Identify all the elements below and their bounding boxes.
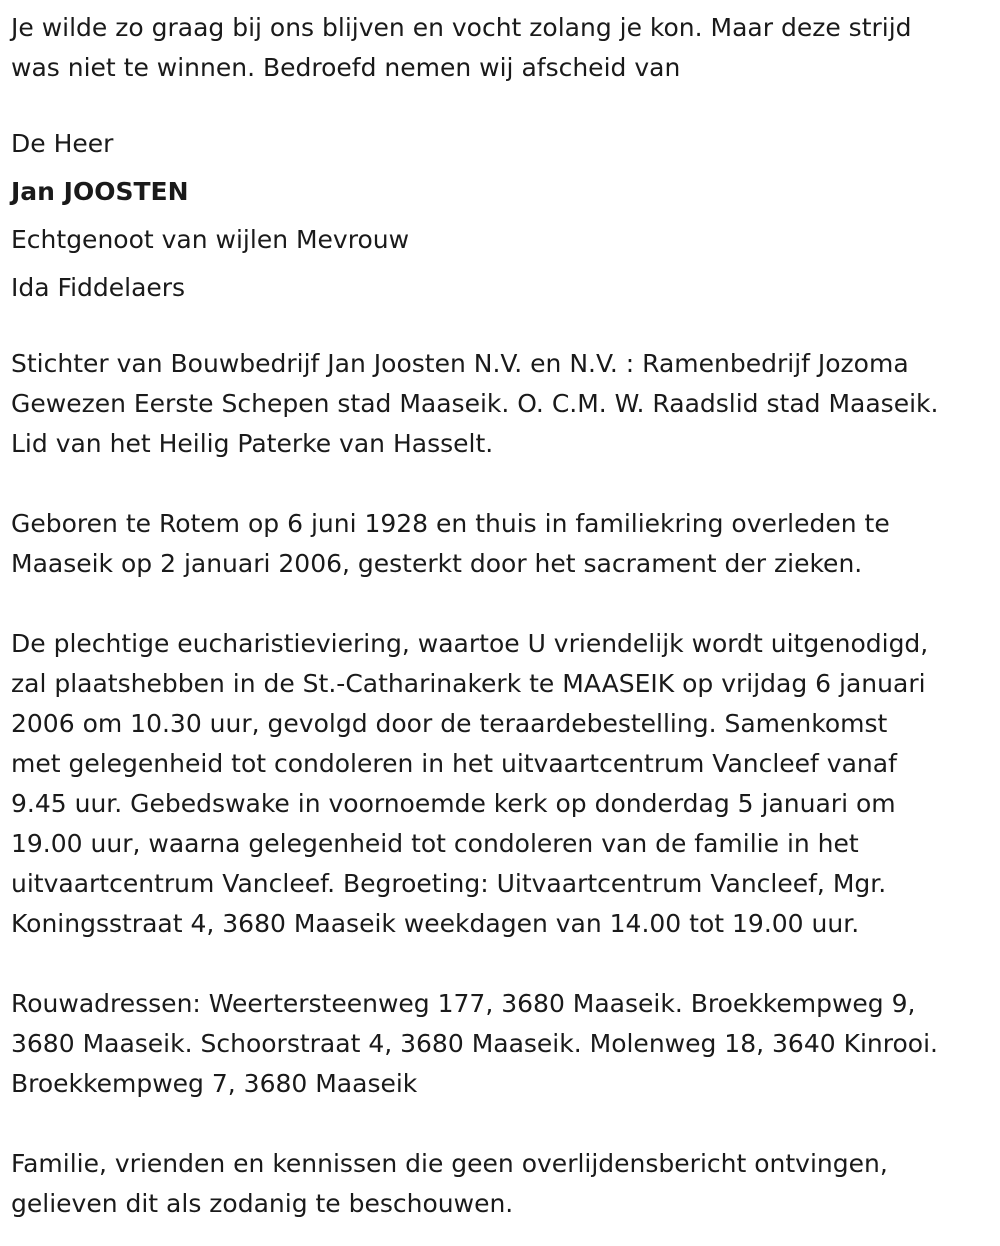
roles-paragraph: Stichter van Bouwbedrijf Jan Joosten N.V. en N.V. : Ramenbedrijf Jozoma Gewezen Eerste Schepen stad Maaseik. O. C.M. W. Raadslid stad Maaseik. Lid van het Heilig Paterke van Hasselt. [11, 349, 939, 458]
spacer [11, 944, 1000, 984]
spouse-line: Echtgenoot van wijlen Mevrouw [11, 225, 410, 254]
spacer [11, 584, 1000, 624]
intro-paragraph: Je wilde zo graag bij ons blijven en vocht zolang je kon. Maar deze strijd was niet te winnen. Bedroefd nemen wij afscheid van [11, 13, 912, 82]
ceremony-paragraph: De plechtige eucharistieviering, waartoe U vriendelijk wordt uitgenodigd, zal plaatshebben in de St.-Catharinakerk te MAASEIK op vrijdag 6 januari 2006 om 10.30 uur, gevolgd door de teraardebestelling. Samenkomst met gelegenheid tot condoleren in het uitvaartcentrum Vancleef vanaf 9.45 uur. Gebedswake in voornoemde kerk op donderdag 5 januari om 19.00 uur, waarna gelegenheid tot condoleren van de familie in het uitvaartcentrum Vancleef. Begroeting: Uitvaartcentrum Vancleef, Mgr. Koningsstraat 4, 3680 Maaseik weekdagen van 14.00 tot 19.00 uur. [11, 629, 929, 938]
spacer [11, 88, 1000, 120]
person-name: Jan JOOSTEN [11, 177, 189, 206]
addresses-paragraph: Rouwadressen: Weertersteenweg 177, 3680 Maaseik. Broekkempweg 9, 3680 Maaseik. Schoorstraat 4, 3680 Maaseik. Molenweg 18, 3640 Kinrooi. Broekkempweg 7, 3680 Maaseik [11, 989, 938, 1098]
spacer [11, 312, 1000, 344]
spacer [11, 464, 1000, 504]
spacer [11, 1104, 1000, 1144]
closing-paragraph: Familie, vrienden en kennissen die geen overlijdensbericht ontvingen, gelieven dit als zodanig te beschouwen. [11, 1149, 888, 1218]
person-title: De Heer [11, 129, 114, 158]
spouse-name: Ida Fiddelaers [11, 273, 186, 302]
birth-death-paragraph: Geboren te Rotem op 6 juni 1928 en thuis in familiekring overleden te Maaseik op 2 januari 2006, gesterkt door het sacrament der zieken. [11, 509, 890, 578]
